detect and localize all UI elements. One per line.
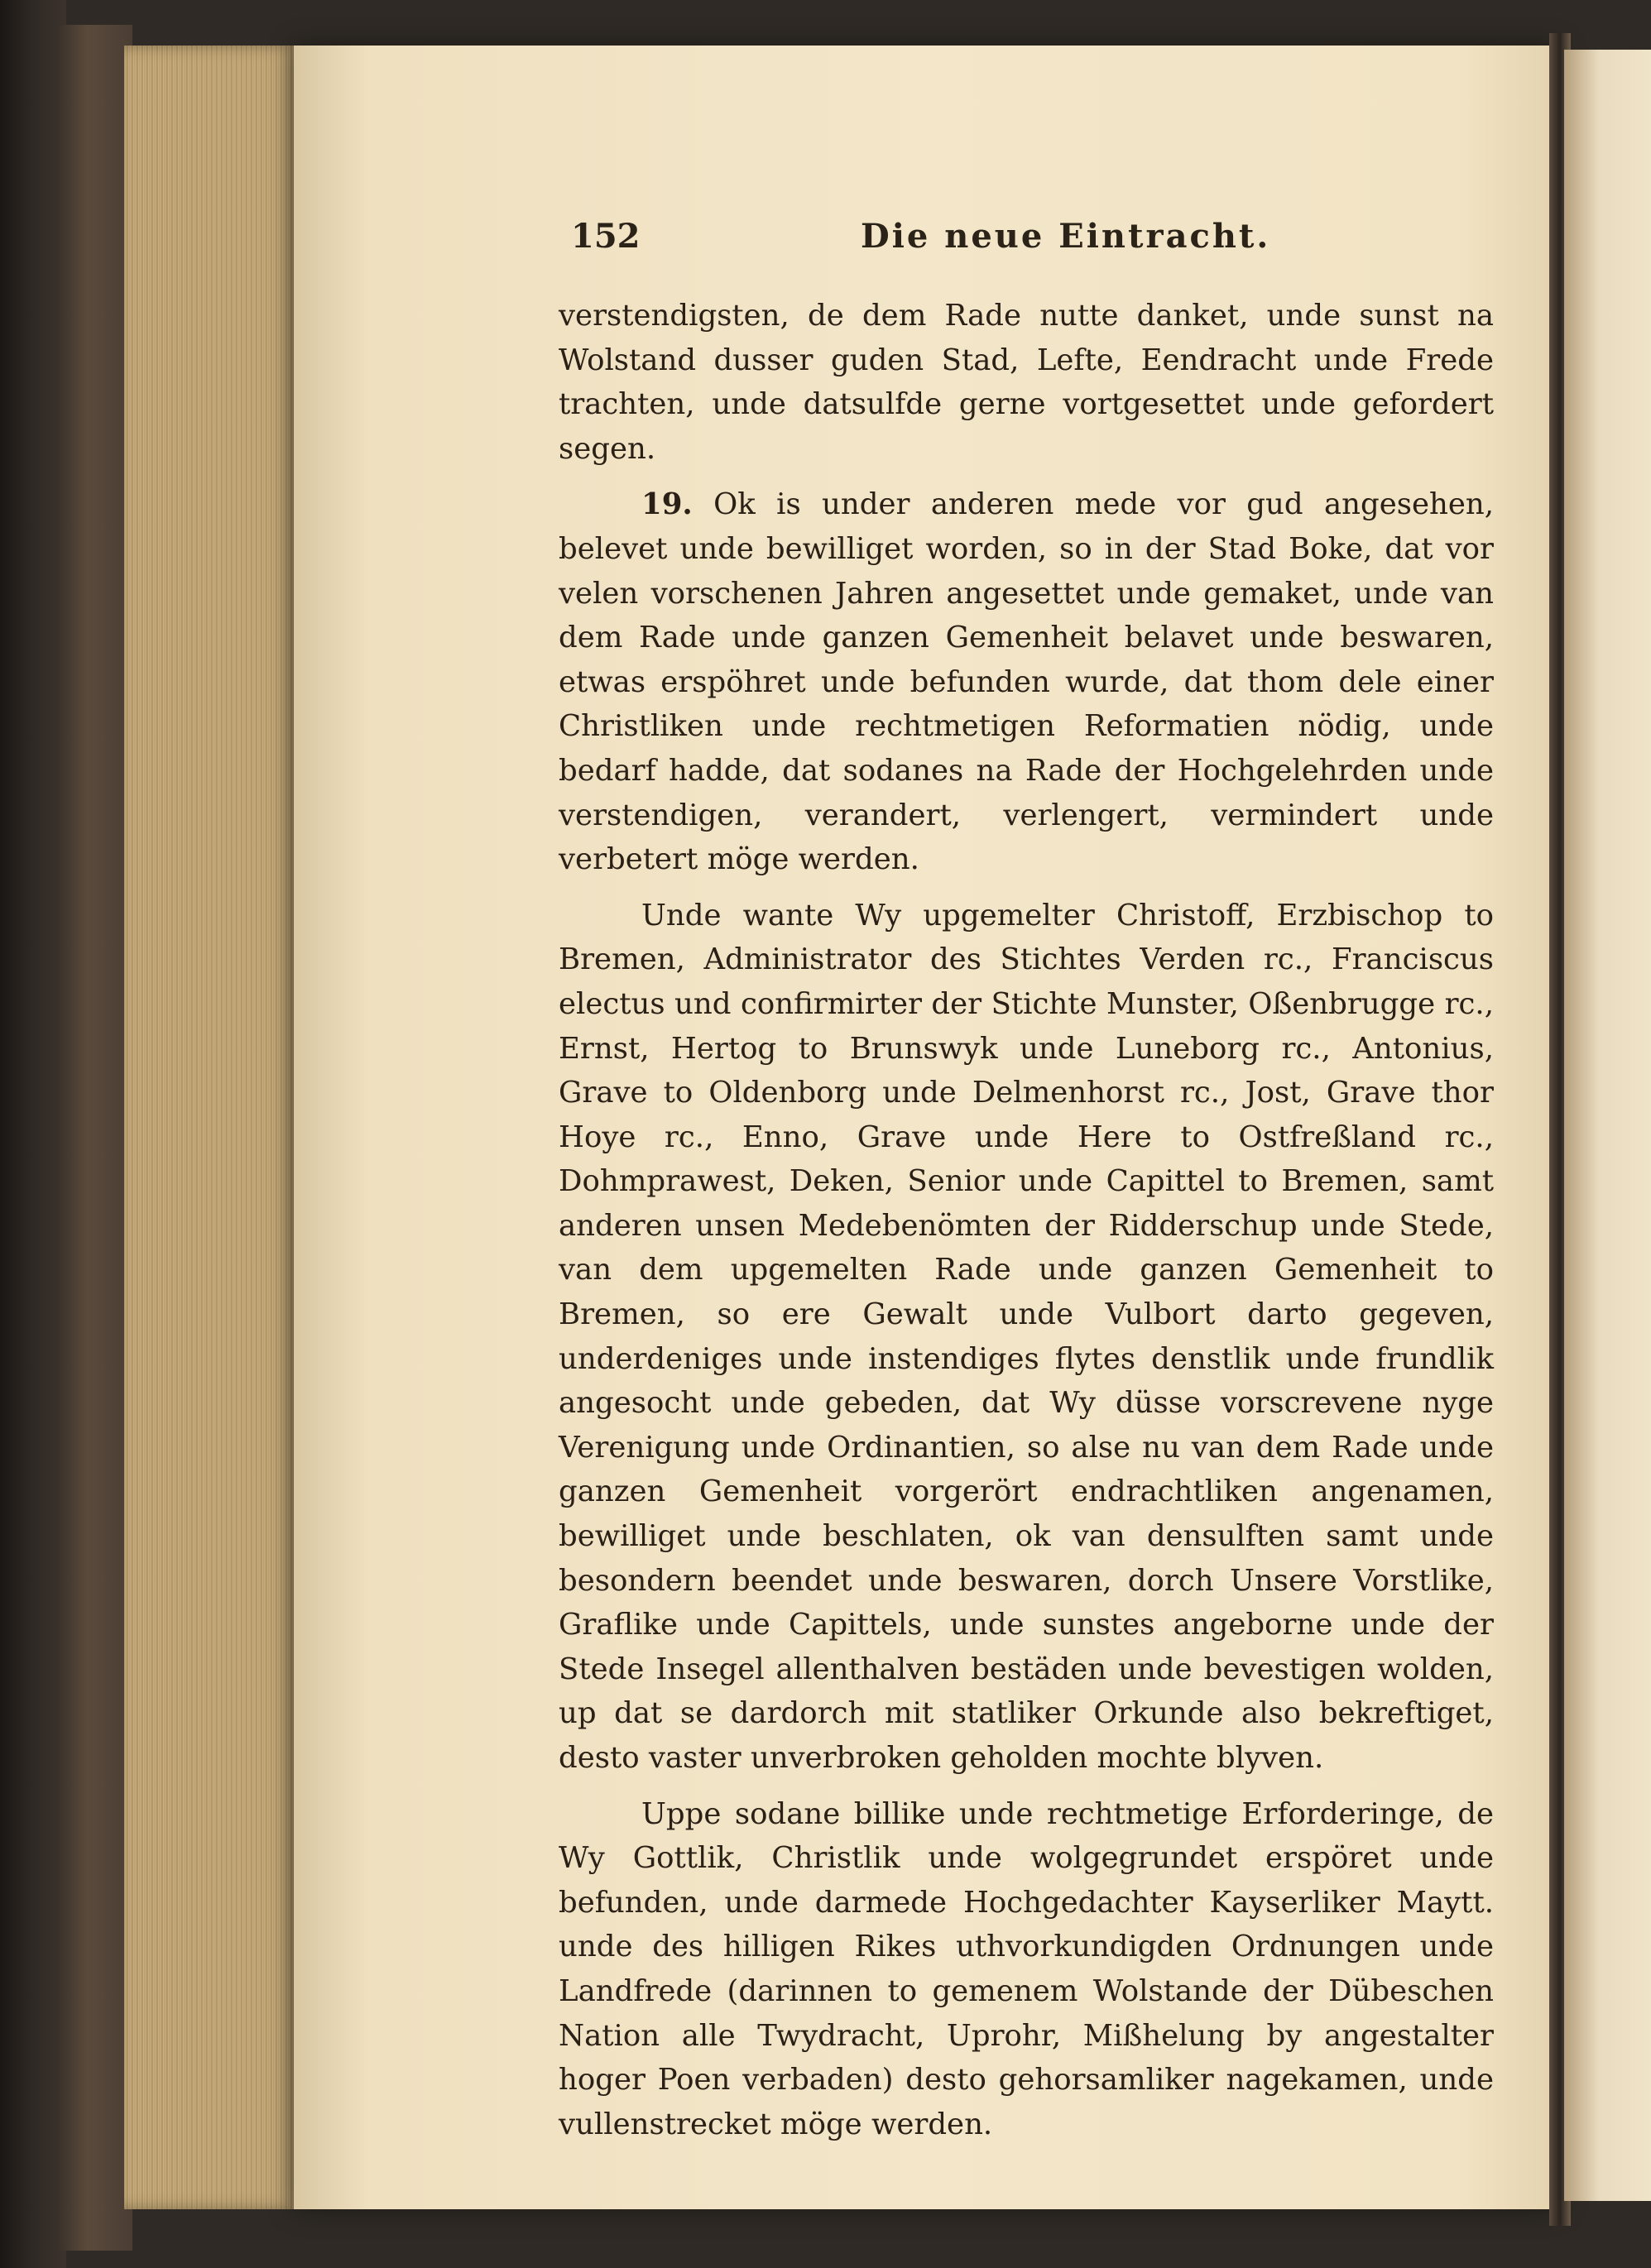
paragraph-text: verstendigsten, de dem Rade nutte danket, unde sunst na Wolstand dusser guden Stad, Lefte, Eendracht unde Frede trachten, unde datsulfde gerne vortgesettet unde gefordert segen. bbox=[559, 299, 1494, 466]
paragraph-text: Ok is under anderen mede vor gud angesehen, belevet unde bewilliget worden, so in der Stad Boke, dat vor velen vorschenen Jahren angesettet unde gemaket, unde van dem Rade unde ganzen Gemenheit belavet unde beswaren, etwas erspöhret unde befunden wurde, dat thom dele einer Christliken unde rechtmetigen Reformatien nödig, unde bedarf hadde, dat sodanes na Rade der Hochgelehrden unde verstendigen, verandert, verlengert, vermindert unde verbetert möge werden. bbox=[559, 487, 1494, 877]
book-binding bbox=[0, 0, 66, 2268]
paragraph-number: 19. bbox=[641, 487, 693, 522]
paragraph bbox=[559, 1792, 1494, 2147]
paragraph bbox=[559, 294, 1494, 471]
page-number: 152 bbox=[571, 217, 641, 256]
page-header bbox=[571, 217, 1498, 266]
page-edges bbox=[124, 46, 298, 2209]
body-text bbox=[559, 294, 1494, 2158]
paragraph-text: Uppe sodane billike unde rechtmetige Erforderinge, de Wy Gottlik, Christlik unde wolgegrundet erspöret unde befunden, unde darmede Hochgedachter Kayserliker Maytt. unde des hilligen Rikes uthvorkundigden Ordnungen unde Landfrede (darinnen to gemenem Wolstande der Dübeschen Nation alle Twydracht, Uprohr, Mißhelung by angestalter hoger Poen verbaden) desto gehorsamliker nagekamen, unde vullenstrecket möge werden. bbox=[559, 1796, 1494, 2141]
paragraph bbox=[559, 894, 1494, 1781]
paragraph bbox=[559, 482, 1494, 881]
right-page-edge bbox=[1564, 50, 1651, 2201]
running-title: Die neue Eintracht. bbox=[861, 217, 1271, 256]
book-cover-edge bbox=[58, 25, 132, 2251]
paragraph-text: Unde wante Wy upgemelter Christoff, Erzbischop to Bremen, Administrator des Stichtes Verden rc., Franciscus electus und confirmirter der Stichte Munster, Oßenbrugge rc., Ernst, Hertog to Brunswyk unde Luneborg rc., Antonius, Grave to Oldenborg unde Delmenhorst rc., Jost, Grave thor Hoye rc., Enno, Grave unde Here to Ostfreßland rc., Dohmprawest, Deken, Senior unde Capittel to Bremen, samt anderen unsen Medebenömten der Ridderschup unde Stede, van dem upgemelten Rade unde ganzen Gemenheit to Bremen, so ere Gewalt unde Vulbort darto gegeven, underdeniges unde instendiges flytes denstlik unde frundlik angesocht unde gebeden, dat Wy düsse vorscrevene nyge Verenigung unde Ordinantien, so alse nu van dem Rade unde ganzen Gemenheit vorgerört endrachtliken angenamen, bewilliget unde beschlaten, ok van densulften samt unde besondern beendet unde beswaren, dorch Unsere Vorstlike, Graflike unde Capittels, unde sunstes angeborne unde der Stede Insegel allenthalven bestäden unde bevestigen wolden, up dat se dardorch mit statliker Orkunde also bekreftiget, desto vaster unverbroken geholden mochte blyven. bbox=[559, 898, 1494, 1775]
